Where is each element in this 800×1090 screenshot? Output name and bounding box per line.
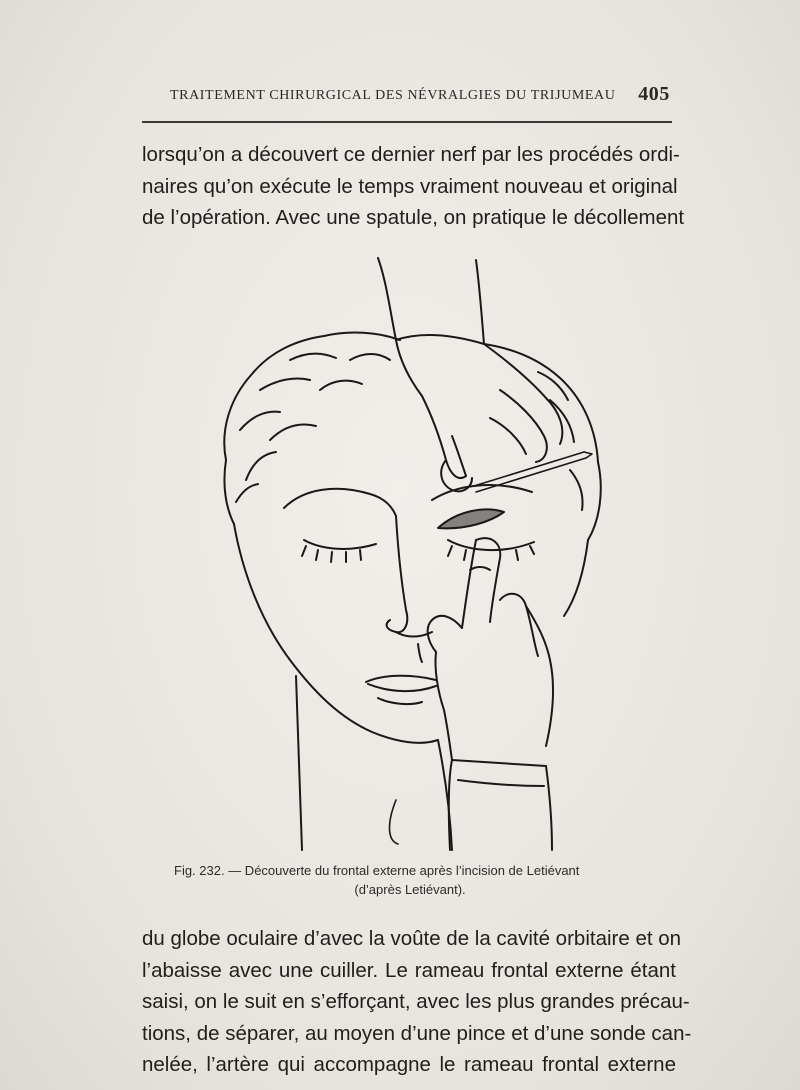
figure-illustration	[200, 240, 620, 860]
page-number: 405	[638, 83, 670, 105]
eyes-drawing	[284, 485, 534, 562]
text-line: du globe oculaire d’avec la voûte de la cavité orbitaire et on	[142, 927, 682, 950]
text-line: lorsqu’on a découvert ce dernier nerf par les procédés ordi-	[142, 143, 680, 166]
top-paragraph	[142, 139, 685, 234]
text-line: saisi, on le suit en s’efforçant, avec les plus grandes précau-	[142, 990, 690, 1013]
figure-caption	[150, 861, 670, 899]
text-line: naires qu’on exécute le temps vraiment nouveau et original	[142, 174, 678, 198]
collar-mark-drawing	[390, 800, 399, 844]
text-line: l’abaisse avec une cuiller. Le rameau frontal externe étant	[142, 958, 676, 982]
running-title: TRAITEMENT CHIRURGICAL DES NÉVRALGIES DU TRIJUMEAU	[170, 88, 616, 103]
running-header	[170, 84, 670, 108]
face-outline-drawing	[234, 524, 588, 850]
assistant-lower-hand-drawing	[428, 538, 553, 850]
caption-line: (d’après Letiévant).	[354, 882, 466, 897]
caption-line: Fig. 232. — Découverte du frontal externe après l’incision de Letiévant	[174, 863, 580, 878]
header-rule	[142, 121, 672, 123]
surgeon-upper-hand-drawing	[378, 258, 562, 491]
text-line: nelée, l’artère qui accompagne le rameau frontal externe	[142, 1053, 676, 1076]
text-line: de l’opération. Avec une spatule, on pratique le décollement	[142, 206, 685, 229]
text-line: tions, de séparer, au moyen d’une pince et d’une sonde can-	[142, 1021, 692, 1045]
bottom-paragraph	[142, 923, 692, 1081]
